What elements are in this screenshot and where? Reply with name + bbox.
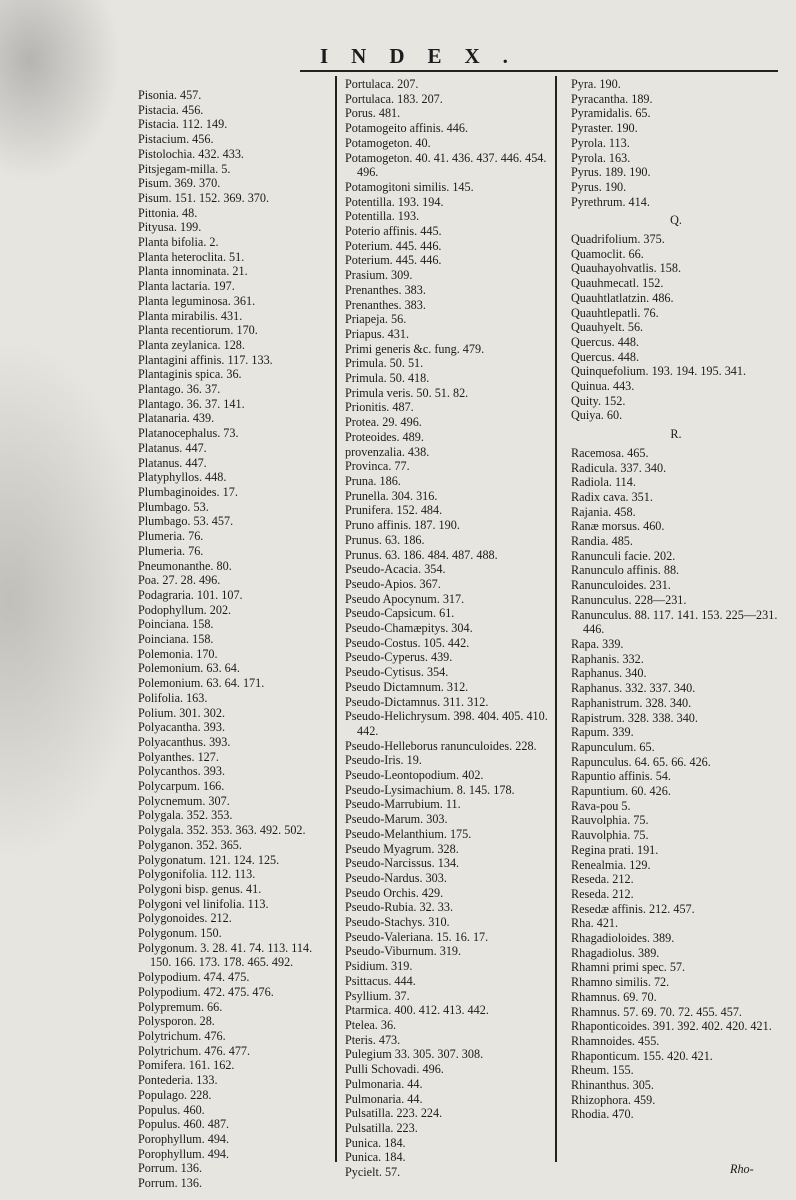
- index-entry: Plumbago. 53. 457.: [138, 514, 234, 529]
- index-entry: Pseudo Apocynum. 317.: [345, 591, 465, 606]
- index-entry: Rha. 421.: [571, 916, 619, 931]
- index-entry: Rhagadioloides. 389.: [571, 931, 675, 946]
- index-entry: Polysporon. 28.: [138, 1014, 215, 1029]
- index-entry: Pyrola. 163.: [571, 150, 631, 165]
- index-entry: Prionitis. 487.: [345, 400, 414, 415]
- index-entry: Quadrifolium. 375.: [571, 232, 665, 247]
- index-entry: Prunus. 63. 186.: [345, 532, 425, 547]
- index-entry: Polemonium. 63. 64.: [138, 661, 240, 676]
- index-entry: Pseudo-Dictamnus. 311. 312.: [345, 694, 489, 709]
- index-entry: Polygoni bisp. genus. 41.: [138, 881, 262, 896]
- index-entry: Ranæ morsus. 460.: [571, 519, 665, 534]
- index-entry: Priapus. 431.: [345, 326, 409, 341]
- index-entry: Polifolia. 163.: [138, 690, 208, 705]
- index-entry: Porus. 481.: [345, 106, 401, 121]
- index-entry: Quinua. 443.: [571, 379, 635, 394]
- index-entry: Pseudo-Apios. 367.: [345, 576, 441, 591]
- index-entry: Pyraster. 190.: [571, 121, 638, 136]
- index-entry: Rhamnoides. 455.: [571, 1033, 660, 1048]
- index-entry: Ranunculoides. 231.: [571, 578, 671, 593]
- index-entry: Pulmonaria. 44.: [345, 1091, 423, 1106]
- index-entry: Primula veris. 50. 51. 82.: [345, 385, 469, 400]
- index-entry: Rhagadiolus. 389.: [571, 945, 660, 960]
- index-column-3: [571, 77, 781, 1122]
- index-entry: Ranunculo affinis. 88.: [571, 563, 680, 578]
- index-entry: Pittonia. 48.: [138, 205, 198, 220]
- index-entry: Ptelea. 36.: [345, 1018, 397, 1032]
- index-entry: Pulegium 33. 305. 307. 308.: [345, 1047, 484, 1062]
- index-entry: Pulsatilla. 223.: [345, 1120, 418, 1135]
- index-entry: Raphanus. 340.: [571, 666, 647, 681]
- index-entry: Ranunculus. 228—231.: [571, 592, 687, 607]
- index-entry: Planta heteroclita. 51.: [138, 249, 245, 264]
- index-entry: Rheum. 155.: [571, 1063, 634, 1078]
- index-entry: Polemonia. 170.: [138, 646, 218, 661]
- index-entry: Rhinanthus. 305.: [571, 1078, 654, 1093]
- index-entry: Plantagini affinis. 117. 133.: [138, 352, 273, 367]
- index-entry: Rava-pou 5.: [571, 798, 631, 813]
- index-entry: Racemosa. 465.: [571, 445, 649, 460]
- index-entry: Potamogeton. 40. 41. 436. 437. 446. 454. 496.: [345, 150, 547, 180]
- index-entry: Polium. 301. 302.: [138, 705, 226, 720]
- index-entry: Planta innominata. 21.: [138, 264, 248, 279]
- index-entry: Polytrichum. 476.: [138, 1029, 226, 1043]
- index-entry: Pseudo-Viburnum. 319.: [345, 944, 462, 959]
- index-entry: Potamogeton. 40.: [345, 135, 431, 150]
- index-entry: Pyrus. 189. 190.: [571, 165, 651, 180]
- index-entry: Rapunculus. 64. 65. 66. 426.: [571, 754, 711, 769]
- index-entry: Quiya. 60.: [571, 408, 623, 423]
- index-entry: Potamogitoni similis. 145.: [345, 179, 474, 194]
- index-entry: Radix cava. 351.: [571, 489, 653, 504]
- index-entry: Rapuntio affinis. 54.: [571, 769, 671, 784]
- index-entry: Rhodia. 470.: [571, 1107, 634, 1122]
- index-entry: Polyganon. 352. 365.: [138, 837, 242, 852]
- index-entry: Pseudo-Iris. 19.: [345, 753, 422, 768]
- index-entry: Radiola. 114.: [571, 475, 636, 490]
- index-entry: Polyacantha. 393.: [138, 720, 225, 735]
- index-entry: Prenanthes. 383.: [345, 297, 426, 312]
- index-entry: Primula. 50. 51.: [345, 356, 424, 371]
- index-entry: Quauhtlepatli. 76.: [571, 305, 659, 320]
- index-entry: Pseudo-Acacia. 354.: [345, 562, 446, 577]
- index-entry: Polygonum. 3. 28. 41. 74. 113. 114. 150. 166. 173. 178. 465. 492.: [138, 940, 313, 970]
- index-entry: Pseudo Myagrum. 328.: [345, 841, 459, 856]
- index-entry: Podophyllum. 202.: [138, 602, 232, 617]
- index-entry: Polemonium. 63. 64. 171.: [138, 676, 265, 691]
- index-entry: Pruno affinis. 187. 190.: [345, 518, 460, 533]
- index-entry: Planta recentiorum. 170.: [138, 323, 258, 338]
- index-entry: Polyanthes. 127.: [138, 749, 219, 764]
- index-entry: Prunifera. 152. 484.: [345, 503, 443, 518]
- index-entry: Rhizophora. 459.: [571, 1092, 656, 1107]
- section-letter: R.: [670, 427, 682, 442]
- column-divider: [335, 76, 337, 1162]
- section-letter: Q.: [670, 213, 682, 228]
- index-entry: Rapum. 339.: [571, 725, 634, 740]
- index-entry: Quauhmecatl. 152.: [571, 276, 664, 291]
- index-entry: Portulaca. 207.: [345, 77, 419, 91]
- index-entry: Rajania. 458.: [571, 504, 636, 519]
- index-entry: Rhamno similis. 72.: [571, 975, 670, 990]
- index-entry: Pseudo-Helleborus ranunculoides. 228.: [345, 738, 537, 753]
- index-entry: Porophyllum. 494.: [138, 1131, 230, 1146]
- index-entry: Pistacium. 456.: [138, 132, 214, 147]
- index-entry: Pseudo-Marrubium. 11.: [345, 797, 461, 812]
- index-entry: Platanocephalus. 73.: [138, 426, 239, 441]
- index-entry: Pseudo-Cytisus. 354.: [345, 665, 449, 680]
- index-entry: Prunella. 304. 316.: [345, 488, 438, 503]
- index-entry: Quamoclit. 66.: [571, 246, 644, 261]
- index-entry: Pisum. 151. 152. 369. 370.: [138, 190, 270, 205]
- catchword: Rho-: [730, 1162, 754, 1176]
- index-entry: Pseudo Dictamnum. 312.: [345, 679, 469, 694]
- index-entry: Pycielt. 57.: [345, 1165, 401, 1180]
- index-entry: Pityusa. 199.: [138, 220, 202, 235]
- index-entry: Planta leguminosa. 361.: [138, 293, 256, 308]
- index-entry: Pyrola. 113.: [571, 135, 630, 150]
- index-entry: Portulaca. 183. 207.: [345, 91, 443, 106]
- index-entry: Plantago. 36. 37.: [138, 382, 221, 397]
- index-entry: Pseudo-Rubia. 32. 33.: [345, 900, 453, 915]
- index-entry: Psidium. 319.: [345, 959, 413, 974]
- index-entry: Quercus. 448.: [571, 349, 640, 364]
- index-entry: Plumeria. 76.: [138, 529, 204, 544]
- index-entry: Raphanis. 332.: [571, 651, 644, 666]
- index-entry: Raphanistrum. 328. 340.: [571, 695, 692, 710]
- column-divider: [555, 76, 557, 1162]
- index-entry: Pyrethrum. 414.: [571, 194, 650, 209]
- index-entry: Pseudo Orchis. 429.: [345, 885, 444, 900]
- index-entry: Potentilla. 193.: [345, 209, 420, 224]
- index-entry: Plumbago. 53.: [138, 499, 209, 514]
- index-entry: Quinquefolium. 193. 194. 195. 341.: [571, 364, 747, 379]
- index-entry: Randia. 485.: [571, 534, 633, 549]
- index-entry: Punica. 184.: [345, 1150, 406, 1165]
- index-entry: Pisonia. 457.: [138, 88, 202, 102]
- index-entry: Polypodium. 474. 475.: [138, 970, 250, 985]
- index-entry: Polygala. 352. 353. 363. 492. 502.: [138, 823, 306, 838]
- index-entry: Rauvolphia. 75.: [571, 813, 649, 828]
- index-entry: Pitsjegam-milla. 5.: [138, 161, 231, 176]
- index-entry: Porophyllum. 494.: [138, 1146, 230, 1161]
- index-entry: Pseudo-Lysimachium. 8. 145. 178.: [345, 782, 515, 797]
- index-entry: Potamogeito affinis. 446.: [345, 121, 468, 136]
- index-entry: Porrum. 136.: [138, 1161, 202, 1176]
- index-entry: Populus. 460. 487.: [138, 1117, 230, 1132]
- index-entry: Potentilla. 193. 194.: [345, 194, 444, 209]
- index-entry: Rhaponticoides. 391. 392. 402. 420. 421.: [571, 1019, 772, 1034]
- index-entry: Pseudo-Costus. 105. 442.: [345, 635, 470, 650]
- index-entry: Prasium. 309.: [345, 268, 413, 283]
- index-entry: Polygonifolia. 112. 113.: [138, 867, 256, 882]
- index-entry: Porrum. 136.: [138, 1176, 202, 1191]
- index-entry: Polyacanthus. 393.: [138, 734, 231, 749]
- index-entry: Polypremum. 66.: [138, 999, 223, 1014]
- index-entry: Pseudo-Capsicum. 61.: [345, 606, 455, 621]
- index-entry: Rapunculum. 65.: [571, 739, 655, 754]
- header-rule: [300, 70, 778, 72]
- index-entry: Planta zeylanica. 128.: [138, 337, 245, 352]
- index-entry: Plumbaginoides. 17.: [138, 484, 238, 499]
- index-entry: Quauhyelt. 56.: [571, 320, 644, 335]
- page-title: INDEX.: [320, 44, 531, 68]
- index-entry: Protea. 29. 496.: [345, 415, 422, 430]
- index-entry: Pulsatilla. 223. 224.: [345, 1106, 443, 1121]
- index-entry: Reseda. 212.: [571, 886, 634, 901]
- index-entry: Pulli Schovadi. 496.: [345, 1062, 444, 1077]
- index-entry: Pomifera. 161. 162.: [138, 1058, 235, 1073]
- index-entry: Pyramidalis. 65.: [571, 106, 651, 121]
- index-entry: Reseda. 212.: [571, 872, 634, 887]
- index-entry: Polygala. 352. 353.: [138, 808, 233, 823]
- index-entry: Pseudo-Nardus. 303.: [345, 870, 447, 885]
- index-entry: Raphanus. 332. 337. 340.: [571, 681, 696, 696]
- index-column-2: [345, 77, 551, 1180]
- index-entry: Poa. 27. 28. 496.: [138, 573, 221, 588]
- index-entry: Poinciana. 158.: [138, 617, 214, 632]
- index-entry: Rapistrum. 328. 338. 340.: [571, 710, 698, 725]
- index-entry: Pistacia. 112. 149.: [138, 117, 228, 132]
- index-entry: Platanus. 447.: [138, 440, 207, 455]
- index-entry: Rhaponticum. 155. 420. 421.: [571, 1048, 713, 1063]
- index-entry: Pseudo-Narcissus. 134.: [345, 856, 460, 871]
- index-entry: Proteoides. 489.: [345, 429, 424, 444]
- index-entry: Pseudo-Stachys. 310.: [345, 915, 450, 930]
- index-entry: Pyrus. 190.: [571, 179, 627, 194]
- index-entry: Rapa. 339.: [571, 636, 624, 651]
- index-entry: Plantago. 36. 37. 141.: [138, 396, 245, 411]
- index-entry: Polygonatum. 121. 124. 125.: [138, 852, 280, 867]
- index-entry: Prunus. 63. 186. 484. 487. 488.: [345, 547, 498, 562]
- index-entry: Pseudo-Cyperus. 439.: [345, 650, 453, 665]
- index-entry: Ranunculi facie. 202.: [571, 548, 676, 563]
- index-entry: Pseudo-Valeriana. 15. 16. 17.: [345, 929, 489, 944]
- index-entry: Ptarmica. 400. 412. 413. 442.: [345, 1003, 489, 1018]
- index-entry: Ranunculus. 88. 117. 141. 153. 225—231. 446.: [571, 607, 778, 637]
- index-entry: Priapeja. 56.: [345, 312, 407, 327]
- index-entry: Pneumonanthe. 80.: [138, 558, 232, 573]
- index-entry: Rhamnus. 57. 69. 70. 72. 455. 457.: [571, 1004, 742, 1019]
- index-entry: Polygonoides. 212.: [138, 911, 232, 926]
- index-entry: Poterium. 445. 446.: [345, 238, 442, 253]
- index-entry: Planta lactaria. 197.: [138, 279, 235, 294]
- index-entry: Rhamnus. 69. 70.: [571, 989, 657, 1004]
- index-entry: Pisum. 369. 370.: [138, 176, 221, 191]
- index-entry: Rapuntium. 60. 426.: [571, 784, 671, 799]
- index-entry: Resedæ affinis. 212. 457.: [571, 901, 695, 916]
- index-entry: Quauhayohvatlis. 158.: [571, 261, 682, 276]
- index-entry: Polycnemum. 307.: [138, 793, 230, 808]
- index-entry: Populus. 460.: [138, 1102, 205, 1117]
- index-entry: Polygoni vel linifolia. 113.: [138, 896, 269, 911]
- index-entry: Pulmonaria. 44.: [345, 1076, 423, 1091]
- index-entry: Pistacia. 456.: [138, 102, 204, 117]
- index-entry: Polygonum. 150.: [138, 926, 222, 941]
- index-entry: Pseudo-Chamæpitys. 304.: [345, 621, 473, 636]
- index-entry: Provinca. 77.: [345, 459, 410, 474]
- index-column-1: [138, 88, 333, 1191]
- index-entry: Podagraria. 101. 107.: [138, 587, 243, 602]
- index-entry: Rauvolphia. 75.: [571, 828, 649, 843]
- index-entry: Pistolochia. 432. 433.: [138, 146, 244, 161]
- index-entry: Populago. 228.: [138, 1087, 212, 1102]
- index-entry: Quauhtlatlatzin. 486.: [571, 290, 674, 305]
- index-entry: Rhamni primi spec. 57.: [571, 960, 686, 975]
- index-entry: Planta bifolia. 2.: [138, 235, 219, 250]
- index-entry: Plantaginis spica. 36.: [138, 367, 242, 382]
- index-entry: Plumeria. 76.: [138, 543, 204, 558]
- index-entry: Polypodium. 472. 475. 476.: [138, 984, 274, 999]
- index-entry: Pyracantha. 189.: [571, 91, 653, 106]
- index-entry: Psittacus. 444.: [345, 973, 416, 988]
- index-entry: Pontederia. 133.: [138, 1073, 218, 1088]
- index-entry: Planta mirabilis. 431.: [138, 308, 243, 323]
- index-entry: Platyphyllos. 448.: [138, 470, 227, 485]
- index-entry: Renealmia. 129.: [571, 857, 651, 872]
- index-entry: Quity. 152.: [571, 393, 626, 408]
- index-entry: Psyllium. 37.: [345, 988, 410, 1003]
- index-entry: Radicula. 337. 340.: [571, 460, 667, 475]
- index-entry: Primi generis &c. fung. 479.: [345, 341, 485, 356]
- index-entry: Polytrichum. 476. 477.: [138, 1043, 251, 1058]
- index-entry: Platanaria. 439.: [138, 411, 215, 426]
- index-entry: Punica. 184.: [345, 1135, 406, 1150]
- index-entry: Pyra. 190.: [571, 77, 621, 91]
- index-entry: Poterium. 445. 446.: [345, 253, 442, 268]
- index-entry: Pseudo-Melanthium. 175.: [345, 826, 472, 841]
- index-entry: Pruna. 186.: [345, 473, 401, 488]
- index-entry: Pteris. 473.: [345, 1032, 401, 1047]
- index-entry: Pseudo-Helichrysum. 398. 404. 405. 410. 442.: [345, 709, 548, 738]
- index-entry: Polycarpum. 166.: [138, 779, 225, 794]
- index-entry: Quercus. 448.: [571, 334, 640, 349]
- index-entry: Pseudo-Leontopodium. 402.: [345, 768, 484, 783]
- index-entry: provenzalia. 438.: [345, 444, 430, 459]
- index-entry: Platanus. 447.: [138, 455, 207, 470]
- index-entry: Polycanthos. 393.: [138, 764, 226, 779]
- index-entry: Poterio affinis. 445.: [345, 224, 442, 239]
- index-entry: Primula. 50. 418.: [345, 371, 430, 386]
- index-entry: Pseudo-Marum. 303.: [345, 812, 448, 827]
- index-entry: Prenanthes. 383.: [345, 282, 426, 297]
- index-entry: Poinciana. 158.: [138, 632, 214, 647]
- index-entry: Regina prati. 191.: [571, 842, 659, 857]
